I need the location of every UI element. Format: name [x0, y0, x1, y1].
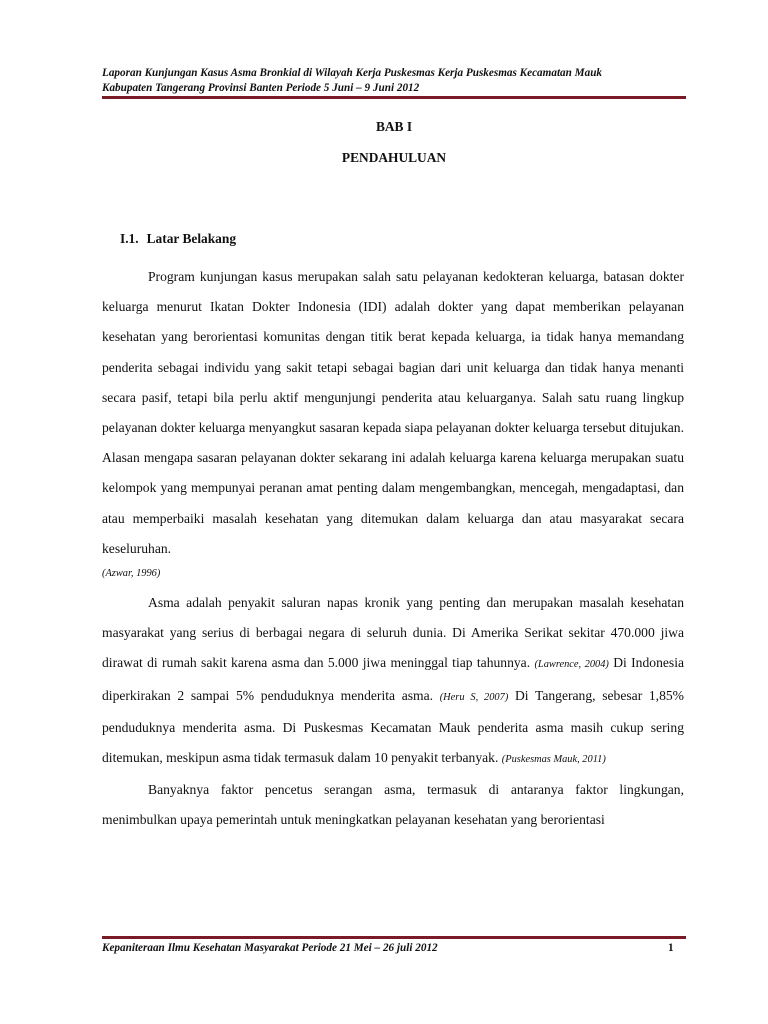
section-number: I.1. [120, 231, 139, 246]
paragraph-1-text: Program kunjungan kasus merupakan salah satu pelayanan kedokteran keluarga, batasan dokter keluarga menurut Ikatan Dokter Indonesia (IDI) adalah dokter yang dapat memberikan pelayanan kesehatan yang berorientasi komunitas dengan titik berat kepada keluarga, ia tidak hanya memandang penderita sebagai individu yang sakit tetapi sebagai bagian dari unit keluarga dan tidak hanya menanti secara pasif, tetapi bila perlu aktif mengunjungi penderita atau keluarganya. Salah satu ruang lingkup pelayanan dokter keluarga menyangkut sasaran kepada siapa pelayanan dokter keluarga tersebut ditujukan. Alasan mengapa sasaran pelayanan dokter sekarang ini adalah keluarga karena keluarga merupakan suatu kelompok yang mempunyai peranan amat penting dalam mengembangkan, mencegah, mengadaptasi, dan atau memperbaiki masalah kesehatan yang ditemukan dalam keluarga dan atau masyarakat secara keseluruhan. [102, 269, 684, 556]
citation-puskesmas: (Puskesmas Mauk, 2011) [501, 754, 606, 766]
header-rule-bar [102, 96, 686, 99]
section-title: Latar Belakang [146, 231, 237, 246]
header-line-2: Kabupaten Tangerang Provinsi Banten Periode 5 Juni – 9 Juni 2012 [102, 82, 420, 94]
paragraph-2-text-1: Asma adalah penyakit saluran napas kronik yang penting dan merupakan masalah kesehatan masyarakat yang serius di berbagai negara di seluruh dunia. Di Amerika Serikat sekitar 470.000 jiwa dirawat di rumah sakit karena asma dan 5.000 jiwa meninggal tiap tahunnya. [102, 595, 684, 671]
page-number: 1 [668, 942, 674, 954]
chapter-number: BAB I [375, 119, 413, 134]
paragraph-1 [102, 262, 684, 583]
footer-rule [102, 936, 686, 940]
section-heading [120, 231, 236, 247]
running-footer: Kepaniteraan Ilmu Kesehatan Masyarakat Periode 21 Mei – 26 juli 2012 [102, 942, 438, 954]
citation-heru: (Heru S, 2007) [439, 691, 509, 703]
paragraph-3 [102, 775, 684, 835]
header-rule [102, 96, 686, 100]
paragraph-2-text-2: Di Indonesia diperkirakan 2 sampai 5% penduduknya menderita asma. [102, 655, 685, 703]
body-text [102, 262, 684, 836]
paragraph-2 [102, 588, 684, 775]
citation-azwar: (Azwar, 1996) [102, 568, 161, 580]
running-header [102, 66, 687, 96]
paragraph-2-text-3: Di Tangerang, sebesar 1,85% penduduknya menderita asma. Di Puskesmas Kecamatan Mauk penderita asma masih cukup sering ditemukan, meskipun asma tidak termasuk dalam 10 penyakit terbanyak. [102, 687, 685, 766]
citation-lawrence: (Lawrence, 2004) [534, 659, 609, 671]
paragraph-3-text: Banyaknya faktor pencetus serangan asma, termasuk di antaranya faktor lingkungan, menimbulkan upaya pemerintah untuk meningkatkan pelayanan kesehatan yang berorientasi [102, 782, 684, 828]
chapter-title: PENDAHULUAN [341, 150, 447, 165]
footer-rule-bar [102, 936, 686, 939]
header-line-1: Laporan Kunjungan Kasus Asma Bronkial di Wilayah Kerja Puskesmas Kerja Puskesmas Kecamatan Mauk [102, 67, 603, 79]
